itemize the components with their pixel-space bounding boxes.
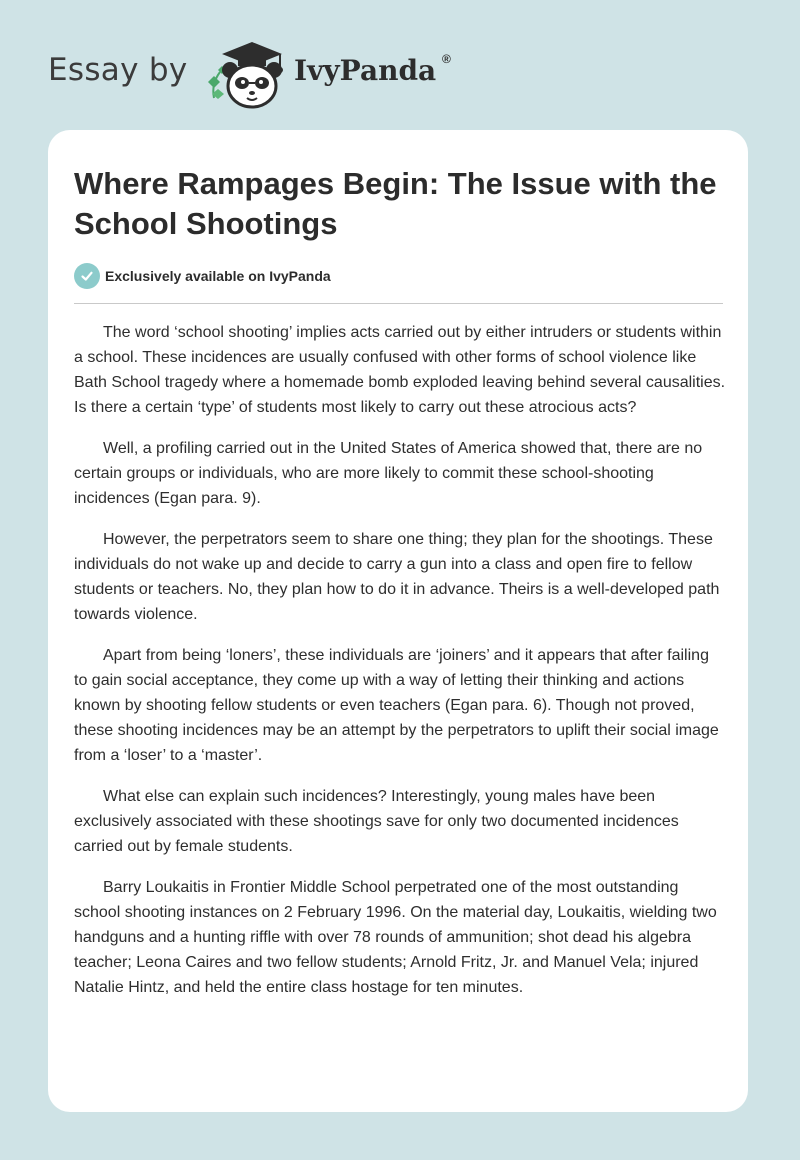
paragraph: Well, a profiling carried out in the United States of America showed that, there are no certain groups or individuals, who are more likely to commit these school-shooting incidences (Egan para. 9). [74,440,703,507]
paragraph: What else can explain such incidences? Interestingly, young males have been exclusively associated with these shootings save for only two documented incidences carried out by female students. [74,788,679,855]
paragraph: However, the perpetrators seem to share one thing; they plan for the shootings. These individuals do not wake up and decide to carry a gun into a class and open fire to fellow students or teachers. No, they plan how to do it in advance. Theirs is a well-developed path towards violence. [74,531,720,623]
page-title: Where Rampages Begin: The Issue with the School Shootings [74,166,717,241]
site-header [48,34,508,110]
panda-graduate-logo-icon [200,36,296,112]
brand-name: IvyPanda [294,54,437,87]
exclusive-badge [74,263,331,289]
paragraph: Barry Loukaitis in Frontier Middle School perpetrated one of the most outstanding school shooting instances on 2 February 1996. On the material day, Loukaitis, wielding two handguns and a hunting riffle with over 78 rounds of ammunition; shot dead his algebra teacher; Leona Caires and two fellow students; Arnold Fritz, Jr. and Manuel Vela; injured Natalie Hintz, and held the entire class hostage for ten minutes. [74,879,717,996]
exclusive-label: Exclusively available on IvyPanda [105,268,331,284]
essay-body [74,320,726,1016]
paragraph: The word ‘school shooting’ implies acts carried out by either intruders or students within a school. These incidences are usually confused with other forms of school violence like Bath School tragedy where a homemade bomb exploded leaving behind several causalities. Is there a certain ‘type’ of students most likely to carry out these atrocious acts? [74,324,726,416]
essay-card [48,130,748,1112]
check-circle-icon [74,263,100,289]
registered-mark: ® [442,52,451,66]
essay-by-label: Essay by [48,52,188,88]
divider [74,303,723,304]
paragraph: Apart from being ‘loners’, these individuals are ‘joiners’ and it appears that after failing to gain social acceptance, they come up with a way of letting their thinking and actions known by shooting fellow students or even teachers (Egan para. 6). Though not proved, these shooting incidences may be an attempt by the perpetrators to uplift their social image from a ‘loser’ to a ‘master’. [74,647,719,764]
